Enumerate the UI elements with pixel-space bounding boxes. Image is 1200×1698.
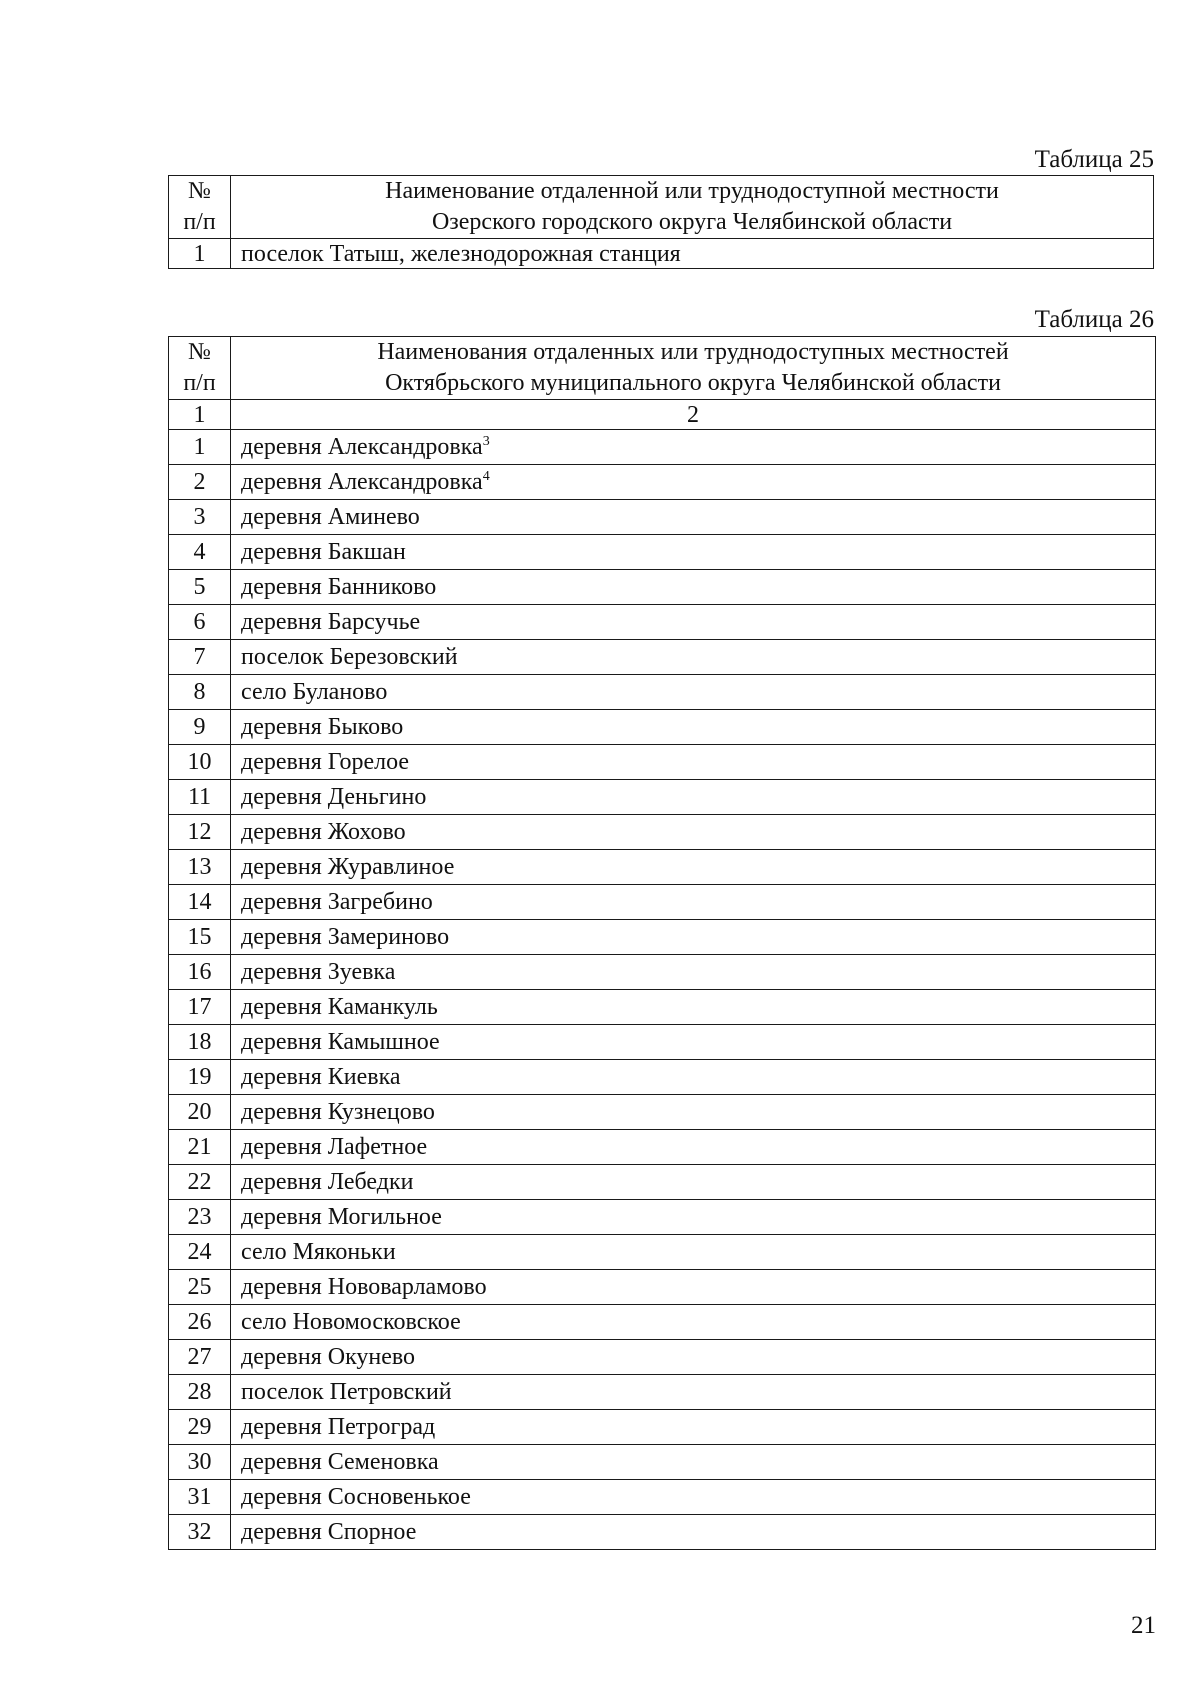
row-number: 6 [169,605,231,640]
row-number: 18 [169,1025,231,1060]
table-row [169,1480,1156,1515]
table-row [169,1095,1156,1130]
row-name [231,1375,1156,1410]
row-name [231,465,1156,500]
column-index-row [169,400,1156,430]
table-row [169,1235,1156,1270]
locality-name: деревня Петроград [241,1414,436,1440]
row-name [231,780,1156,815]
locality-name: село Буланово [241,679,388,705]
table-25-header-num [169,176,231,239]
table-row [169,640,1156,675]
table-row [169,1060,1156,1095]
row-number: 17 [169,990,231,1025]
row-name [231,745,1156,780]
table-row [169,850,1156,885]
locality-name: деревня Сосновенькое [241,1484,471,1510]
table-row [169,990,1156,1025]
locality-name: деревня Аминево [241,504,420,530]
row-name [231,1200,1156,1235]
page-number: 21 [1131,1612,1156,1639]
row-number: 11 [169,780,231,815]
row-name [231,1060,1156,1095]
row-number: 22 [169,1165,231,1200]
header-title-line2: Октябрьского муниципального округа Челябинской области [385,370,1001,396]
row-name [231,1165,1156,1200]
row-name [231,815,1156,850]
row-number: 27 [169,1340,231,1375]
column-index-1: 1 [169,400,231,430]
row-name [231,535,1156,570]
locality-name: деревня Зуевка [241,959,396,985]
row-name [231,570,1156,605]
row-number: 12 [169,815,231,850]
table-row [169,780,1156,815]
row-name [231,640,1156,675]
row-name [231,1480,1156,1515]
locality-name: деревня Замериново [241,924,450,950]
locality-name: деревня Лебедки [241,1169,414,1195]
locality-name: деревня Спорное [241,1519,417,1545]
locality-name: деревня Загребино [241,889,433,915]
header-num-symbol: № [188,339,211,365]
row-name [231,605,1156,640]
row-name [231,1235,1156,1270]
row-number: 29 [169,1410,231,1445]
row-name [231,1130,1156,1165]
table-25 [168,175,1154,269]
table-row [169,1375,1156,1410]
row-name [231,1305,1156,1340]
locality-name: деревня Барсучье [241,609,421,635]
row-number: 7 [169,640,231,675]
row-number: 9 [169,710,231,745]
table-row [169,675,1156,710]
row-name [231,1515,1156,1550]
row-number: 31 [169,1480,231,1515]
locality-name: деревня Камышное [241,1029,440,1055]
table-26-caption: Таблица 26 [1034,306,1154,333]
table-row [169,1130,1156,1165]
row-number: 10 [169,745,231,780]
table-26-header-num [169,337,231,400]
locality-name: деревня Кузнецово [241,1099,435,1125]
row-number: 32 [169,1515,231,1550]
table-26-body [169,337,1156,1550]
row-name [231,990,1156,1025]
table-row [169,605,1156,640]
table-26-header-title [231,337,1156,400]
header-num-abbr: п/п [183,209,216,235]
row-name [231,430,1156,465]
row-name [231,1095,1156,1130]
locality-name: деревня Семеновка [241,1449,439,1475]
locality-name: деревня Могильное [241,1204,442,1230]
locality-name: деревня Жохово [241,819,406,845]
row-number: 8 [169,675,231,710]
header-title-line1: Наименование отдаленной или труднодоступной местности [385,178,999,204]
header-num-abbr: п/п [183,370,216,396]
locality-name: поселок Березовский [241,644,458,670]
table-row [169,1270,1156,1305]
locality-name: деревня Нововарламово [241,1274,487,1300]
row-number: 28 [169,1375,231,1410]
locality-name: деревня Бакшан [241,539,406,565]
table-row [169,1025,1156,1060]
locality-name: село Новомосковское [241,1309,461,1335]
locality-name: деревня Александровка [241,469,483,495]
row-name [231,885,1156,920]
row-name [231,1025,1156,1060]
table-25-header-row [169,176,1154,239]
row-number: 25 [169,1270,231,1305]
table-row [169,570,1156,605]
header-title-line1: Наименования отдаленных или труднодоступных местностей [377,339,1009,365]
row-name [231,675,1156,710]
row-number: 5 [169,570,231,605]
row-number: 30 [169,1445,231,1480]
row-number: 26 [169,1305,231,1340]
header-num-symbol: № [188,178,211,204]
row-name [231,1410,1156,1445]
table-row [169,500,1156,535]
table-row [169,885,1156,920]
table-row [169,1515,1156,1550]
row-name [231,710,1156,745]
locality-name: деревня Окунево [241,1344,416,1370]
footnote-marker: 4 [482,469,490,484]
row-name [231,920,1156,955]
table-row [169,239,1154,269]
locality-name: деревня Киевка [241,1064,401,1090]
row-name [231,1445,1156,1480]
locality-name: деревня Каманкуль [241,994,438,1020]
table-25-caption: Таблица 25 [1034,146,1154,173]
locality-name: село Мяконьки [241,1239,396,1265]
locality-name: деревня Деньгино [241,784,427,810]
table-row [169,710,1156,745]
row-number: 2 [169,465,231,500]
table-row [169,1340,1156,1375]
locality-name: деревня Лафетное [241,1134,428,1160]
table-row [169,815,1156,850]
row-number: 13 [169,850,231,885]
table-row [169,465,1156,500]
row-number: 20 [169,1095,231,1130]
row-number: 21 [169,1130,231,1165]
row-number: 16 [169,955,231,990]
table-26 [168,336,1156,1550]
row-name [231,850,1156,885]
row-name [231,1340,1156,1375]
table-row [169,1410,1156,1445]
locality-name: деревня Александровка [241,434,483,460]
table-row [169,1200,1156,1235]
table-row [169,745,1156,780]
header-title-line2: Озерского городского округа Челябинской области [431,209,953,235]
row-name: поселок Татыш, железнодорожная станция [231,239,1154,269]
table-row [169,1165,1156,1200]
locality-name: деревня Быково [241,714,404,740]
locality-name: деревня Банниково [241,574,437,600]
row-number: 4 [169,535,231,570]
locality-name: деревня Горелое [241,749,410,775]
table-25-header-title [231,176,1154,239]
row-number: 14 [169,885,231,920]
locality-name: поселок Петровский [241,1379,452,1405]
table-row [169,955,1156,990]
table-row [169,535,1156,570]
row-number: 15 [169,920,231,955]
row-number: 1 [169,430,231,465]
row-name [231,955,1156,990]
row-name [231,500,1156,535]
table-row [169,1445,1156,1480]
table-row [169,920,1156,955]
row-number: 23 [169,1200,231,1235]
column-index-2: 2 [231,400,1156,430]
table-row [169,430,1156,465]
table-row [169,1305,1156,1340]
row-number: 24 [169,1235,231,1270]
footnote-marker: 3 [482,434,490,449]
row-number: 19 [169,1060,231,1095]
locality-name: деревня Журавлиное [241,854,455,880]
row-name [231,1270,1156,1305]
row-number: 3 [169,500,231,535]
row-number: 1 [169,239,231,269]
table-26-header-row [169,337,1156,400]
